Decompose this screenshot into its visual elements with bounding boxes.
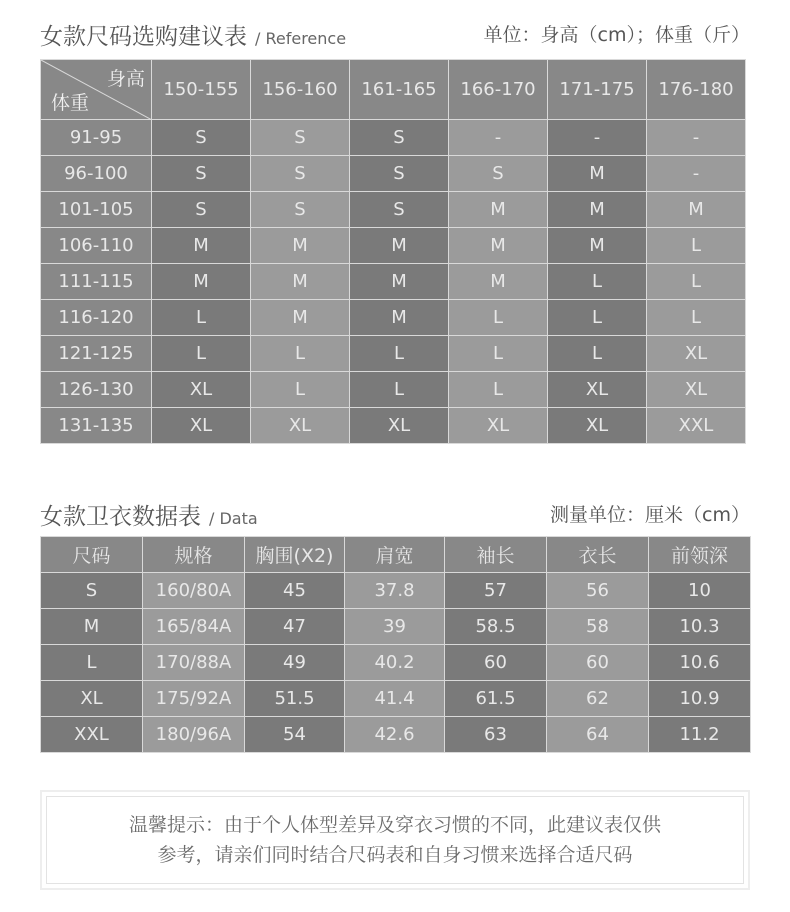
measurement-cell: 60 bbox=[445, 645, 547, 681]
corner-cell bbox=[41, 60, 152, 120]
measurement-cell: 165/84A bbox=[143, 609, 245, 645]
measurement-row bbox=[41, 717, 751, 753]
size-recommendation-table bbox=[40, 59, 746, 444]
size-label: M bbox=[41, 609, 143, 645]
size-cell: M bbox=[251, 300, 350, 336]
measurement-cell: 47 bbox=[245, 609, 345, 645]
weight-row bbox=[41, 300, 746, 336]
size-cell: S bbox=[251, 156, 350, 192]
size-cell: L bbox=[548, 300, 647, 336]
weight-label: 106-110 bbox=[41, 228, 152, 264]
size-cell: M bbox=[251, 264, 350, 300]
size-label: S bbox=[41, 573, 143, 609]
reference-title: 女款尺码选购建议表 bbox=[40, 24, 247, 50]
size-cell: XL bbox=[548, 408, 647, 444]
size-cell: M bbox=[350, 300, 449, 336]
size-cell: S bbox=[449, 156, 548, 192]
tip-line-2: 参考，请亲们同时结合尺码表和自身习惯来选择合适尺码 bbox=[157, 844, 633, 866]
size-cell: L bbox=[548, 264, 647, 300]
weight-row bbox=[41, 336, 746, 372]
size-cell: XL bbox=[350, 408, 449, 444]
size-cell: L bbox=[251, 336, 350, 372]
weight-label: 111-115 bbox=[41, 264, 152, 300]
height-header: 176-180 bbox=[647, 60, 746, 120]
size-cell: M bbox=[152, 228, 251, 264]
size-cell: L bbox=[548, 336, 647, 372]
size-cell: S bbox=[152, 192, 251, 228]
measurement-cell: 58.5 bbox=[445, 609, 547, 645]
size-cell: XL bbox=[647, 336, 746, 372]
measurement-cell: 56 bbox=[547, 573, 649, 609]
weight-label: 91-95 bbox=[41, 120, 152, 156]
measurement-cell: 62 bbox=[547, 681, 649, 717]
measurement-cell: 63 bbox=[445, 717, 547, 753]
data-subtitle: / Data bbox=[209, 509, 258, 528]
size-cell: XXL bbox=[647, 408, 746, 444]
corner-weight-label: 体重 bbox=[51, 92, 90, 114]
size-cell: XL bbox=[647, 372, 746, 408]
size-cell: M bbox=[449, 192, 548, 228]
column-header: 前领深 bbox=[649, 537, 751, 573]
size-cell: L bbox=[152, 300, 251, 336]
measurement-cell: 61.5 bbox=[445, 681, 547, 717]
size-cell: M bbox=[449, 228, 548, 264]
size-cell: S bbox=[152, 156, 251, 192]
size-cell: L bbox=[152, 336, 251, 372]
measurement-cell: 10.3 bbox=[649, 609, 751, 645]
measurement-cell: 39 bbox=[345, 609, 445, 645]
measurement-cell: 41.4 bbox=[345, 681, 445, 717]
size-cell: L bbox=[647, 228, 746, 264]
column-header: 肩宽 bbox=[345, 537, 445, 573]
size-cell: M bbox=[251, 228, 350, 264]
size-cell: - bbox=[449, 120, 548, 156]
size-cell: L bbox=[449, 372, 548, 408]
height-header: 150-155 bbox=[152, 60, 251, 120]
weight-row bbox=[41, 120, 746, 156]
data-unit-note: 测量单位：厘米（cm） bbox=[550, 504, 750, 526]
weight-label: 126-130 bbox=[41, 372, 152, 408]
size-cell: - bbox=[647, 120, 746, 156]
size-label: XL bbox=[41, 681, 143, 717]
measurement-cell: 160/80A bbox=[143, 573, 245, 609]
column-header: 胸围(X2) bbox=[245, 537, 345, 573]
size-cell: M bbox=[350, 228, 449, 264]
tip-notice-inner bbox=[46, 796, 744, 884]
measurement-cell: 51.5 bbox=[245, 681, 345, 717]
measurement-cell: 42.6 bbox=[345, 717, 445, 753]
size-cell: L bbox=[251, 372, 350, 408]
measurement-cell: 10 bbox=[649, 573, 751, 609]
weight-row bbox=[41, 372, 746, 408]
garment-measurement-table bbox=[40, 536, 751, 753]
measurement-cell: 49 bbox=[245, 645, 345, 681]
measurement-row bbox=[41, 609, 751, 645]
data-heading bbox=[40, 498, 258, 531]
size-cell: XL bbox=[152, 372, 251, 408]
tip-notice-box bbox=[40, 790, 750, 890]
size-cell: M bbox=[548, 228, 647, 264]
measurement-cell: 11.2 bbox=[649, 717, 751, 753]
height-header: 156-160 bbox=[251, 60, 350, 120]
size-cell: S bbox=[152, 120, 251, 156]
measurement-cell: 54 bbox=[245, 717, 345, 753]
measurement-cell: 180/96A bbox=[143, 717, 245, 753]
size-cell: M bbox=[449, 264, 548, 300]
weight-label: 96-100 bbox=[41, 156, 152, 192]
weight-row bbox=[41, 156, 746, 192]
size-cell: XL bbox=[449, 408, 548, 444]
size-cell: XL bbox=[548, 372, 647, 408]
column-header: 尺码 bbox=[41, 537, 143, 573]
measurement-cell: 37.8 bbox=[345, 573, 445, 609]
column-header: 衣长 bbox=[547, 537, 649, 573]
size-cell: L bbox=[647, 300, 746, 336]
size-cell: S bbox=[251, 192, 350, 228]
size-cell: M bbox=[350, 264, 449, 300]
measurement-cell: 10.6 bbox=[649, 645, 751, 681]
size-label: XXL bbox=[41, 717, 143, 753]
measurement-row bbox=[41, 573, 751, 609]
size-cell: L bbox=[449, 336, 548, 372]
reference-heading bbox=[40, 18, 346, 51]
size-cell: M bbox=[647, 192, 746, 228]
tip-line-1: 温馨提示：由于个人体型差异及穿衣习惯的不同，此建议表仅供 bbox=[128, 814, 661, 836]
height-header: 161-165 bbox=[350, 60, 449, 120]
size-cell: XL bbox=[251, 408, 350, 444]
measurement-cell: 60 bbox=[547, 645, 649, 681]
column-header: 规格 bbox=[143, 537, 245, 573]
column-header: 袖长 bbox=[445, 537, 547, 573]
size-cell: L bbox=[449, 300, 548, 336]
height-header-row bbox=[41, 60, 746, 120]
weight-label: 121-125 bbox=[41, 336, 152, 372]
size-cell: M bbox=[152, 264, 251, 300]
size-cell: XL bbox=[152, 408, 251, 444]
size-cell: S bbox=[350, 156, 449, 192]
data-title: 女款卫衣数据表 bbox=[40, 504, 201, 530]
size-cell: M bbox=[548, 192, 647, 228]
measurement-cell: 10.9 bbox=[649, 681, 751, 717]
size-cell: - bbox=[647, 156, 746, 192]
measurement-row bbox=[41, 681, 751, 717]
measurement-cell: 40.2 bbox=[345, 645, 445, 681]
size-cell: S bbox=[251, 120, 350, 156]
weight-label: 116-120 bbox=[41, 300, 152, 336]
reference-subtitle: / Reference bbox=[255, 29, 347, 48]
height-header: 166-170 bbox=[449, 60, 548, 120]
weight-row bbox=[41, 264, 746, 300]
corner-height-label: 身高 bbox=[106, 68, 145, 90]
measurement-cell: 58 bbox=[547, 609, 649, 645]
size-cell: S bbox=[350, 120, 449, 156]
measurement-cell: 57 bbox=[445, 573, 547, 609]
size-label: L bbox=[41, 645, 143, 681]
weight-label: 101-105 bbox=[41, 192, 152, 228]
size-cell: - bbox=[548, 120, 647, 156]
reference-unit-note: 单位：身高（cm）；体重（斤） bbox=[483, 24, 750, 46]
measurement-header-row bbox=[41, 537, 751, 573]
measurement-cell: 64 bbox=[547, 717, 649, 753]
weight-row bbox=[41, 228, 746, 264]
size-cell: L bbox=[647, 264, 746, 300]
measurement-cell: 45 bbox=[245, 573, 345, 609]
size-cell: S bbox=[350, 192, 449, 228]
weight-row bbox=[41, 408, 746, 444]
size-cell: L bbox=[350, 336, 449, 372]
height-header: 171-175 bbox=[548, 60, 647, 120]
measurement-cell: 170/88A bbox=[143, 645, 245, 681]
measurement-cell: 175/92A bbox=[143, 681, 245, 717]
weight-label: 131-135 bbox=[41, 408, 152, 444]
size-cell: M bbox=[548, 156, 647, 192]
measurement-row bbox=[41, 645, 751, 681]
size-cell: L bbox=[350, 372, 449, 408]
weight-row bbox=[41, 192, 746, 228]
